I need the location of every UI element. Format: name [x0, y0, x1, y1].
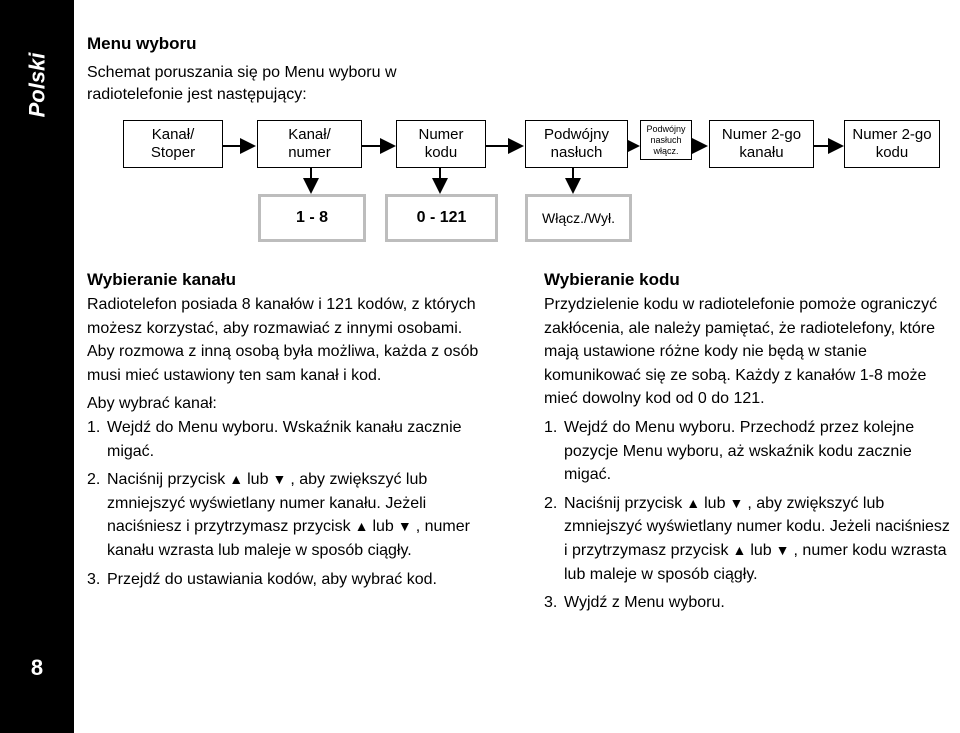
arrow-down-icon: ▼	[272, 471, 287, 488]
arrow-up-icon: ▲	[686, 494, 701, 511]
section-channel-select	[87, 268, 492, 591]
arrow-down-icon: ▼	[729, 494, 744, 511]
diagram-arrows	[100, 112, 940, 252]
box-channel-timer: Kanał/ Stoper	[123, 120, 223, 168]
steps-list	[544, 416, 952, 615]
section-paragraph: Radiotelefon posiada 8 kanałów i 121 kodów, z których możesz korzystać, aby rozmawiać z innymi osobami. Aby rozmowa z inną osobą była możliwa, każda z osób musi mieć ustawiony ten sam kanał i kod.	[87, 296, 479, 384]
box-second-code: Numer 2-go kodu	[844, 120, 940, 168]
page-number: 8	[30, 655, 44, 680]
arrow-down-icon: ▼	[397, 518, 412, 535]
list-item: 1. Wejdź do Menu wyboru. Wskaźnik kanału zacznie migać.	[87, 418, 462, 460]
box-second-channel: Numer 2-go kanału	[709, 120, 814, 168]
range-channels: 1 - 8	[258, 194, 366, 242]
steps-list	[87, 416, 492, 591]
arrow-up-icon: ▲	[732, 541, 747, 558]
box-code-number: Numer kodu	[396, 120, 486, 168]
section-heading: Wybieranie kanału	[87, 270, 236, 289]
sidebar	[0, 0, 74, 733]
list-item: 3. Wyjdź z Menu wyboru.	[544, 594, 725, 612]
section-paragraph: Przydzielenie kodu w radiotelefonie pomoże ograniczyć zakłócenia, ale należy pamiętać, że radiotelefony, które mają ustawione różne kody nie będą w stanie komunikować się ze sobą. Każdy z kanałów 1-8 może mieć dowolny kod od 0 do 121.	[544, 296, 938, 408]
language-label: Polski	[24, 52, 49, 118]
box-dual-watch: Podwójny nasłuch	[525, 120, 628, 168]
arrow-down-icon: ▼	[775, 541, 790, 558]
box-channel-number: Kanał/ numer	[257, 120, 362, 168]
list-item: 3. Przejdź do ustawiania kodów, aby wybrać kod.	[87, 570, 437, 588]
intro-text: Schemat poruszania się po Menu wyboru w radiotelefonie jest następujący:	[87, 64, 397, 103]
section-code-select	[544, 268, 952, 615]
menu-flow-diagram	[100, 112, 940, 252]
list-item: 2. Naciśnij przycisk ▲ lub ▼ , aby zwiększyć lub zmniejszyć wyświetlany numer kanału. Jeżeli naciśniesz i przytrzymasz przycisk ▲ lub ▼ , numer kanału wzrasta lub maleje w sposób ciągły.	[87, 468, 492, 562]
list-item: 2. Naciśnij przycisk ▲ lub ▼ , aby zwiększyć lub zmniejszyć wyświetlany numer kodu. Jeżeli naciśniesz i przytrzymasz przycisk ▲ lub ▼ , numer kodu wzrasta lub maleje w sposób ciągły.	[544, 492, 952, 586]
lead-text: Aby wybrać kanał:	[87, 395, 217, 413]
section-heading: Wybieranie kodu	[544, 270, 680, 289]
page-title: Menu wyboru	[87, 34, 197, 53]
arrow-up-icon: ▲	[354, 518, 369, 535]
box-dual-watch-on: Podwójny nasłuch włącz.	[640, 120, 692, 160]
toggle-on-off: Włącz./Wył.	[525, 194, 632, 242]
range-codes: 0 - 121	[385, 194, 498, 242]
list-item: 1. Wejdź do Menu wyboru. Przechodź przez kolejne pozycje Menu wyboru, aż wskaźnik kodu zacznie migać.	[544, 418, 915, 484]
arrow-up-icon: ▲	[229, 471, 244, 488]
